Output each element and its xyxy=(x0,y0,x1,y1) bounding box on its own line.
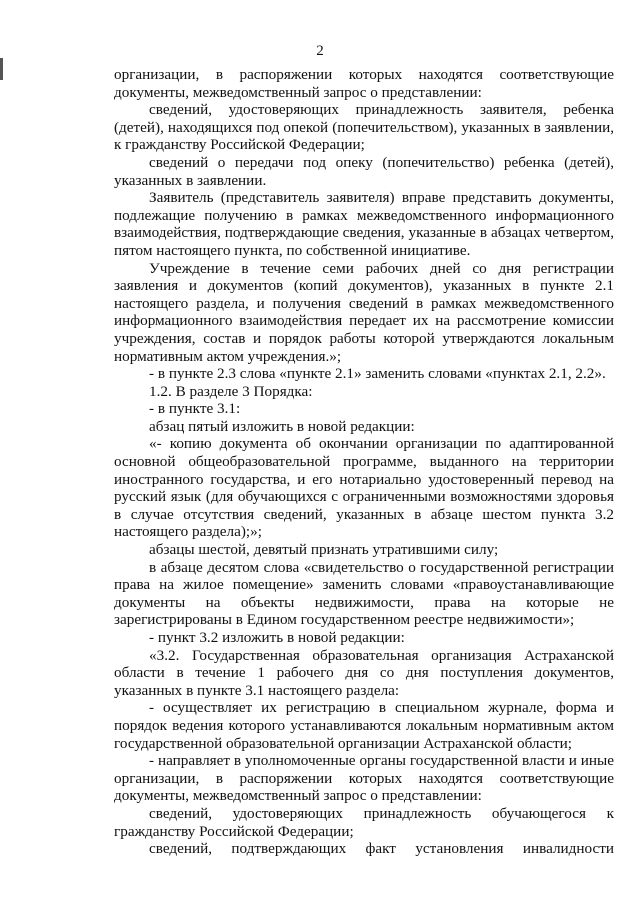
paragraph: организации, в распоряжении которых находятся соответствующие документы, межведомственный запрос о представлении: xyxy=(114,66,614,101)
paragraph: «- копию документа об окончании организации по адаптированной основной общеобразовательной программе, выданного на территории иностранного государства, и его нотариально удостоверенный перевод на русский язык (для обучающихся с ограниченными возможностями здоровья в случае отсутствия сведений, указанных в абзаце шестом пункта 3.2 настоящего раздела);»; xyxy=(114,435,614,541)
paragraph: абзацы шестой, девятый признать утратившими силу; xyxy=(149,541,499,559)
paragraph: Заявитель (представитель заявителя) вправе представить документы, подлежащие получению в рамках межведомственного информационного взаимодействия, подтверждающие сведения, указанные в абзацах четвертом, пятом настоящего пункта, по собственной инициативе. xyxy=(114,189,614,259)
paragraph: - пункт 3.2 изложить в новой редакции: xyxy=(149,629,405,646)
paragraph: - направляет в уполномоченные органы государственной власти и иные организации, в распоряжении которых находятся соответствующие документы, межведомственный запрос о представлении: xyxy=(114,752,614,805)
paragraph: - осуществляет их регистрацию в специальном журнале, форма и порядок ведения которого устанавливаются локальным нормативным актом государственной образовательной организации Астраханской области; xyxy=(114,699,614,752)
page-number: 2 xyxy=(316,43,324,59)
paragraph: - в пункте 3.1: xyxy=(149,400,241,418)
paragraph: сведений, удостоверяющих принадлежность обучающегося к гражданству Российской Федерации; xyxy=(114,804,614,840)
paragraph: в абзаце десятом слова «свидетельство о государственной регистрации права на жилое помещение» заменить словами «правоустанавливающие документы на объекты недвижимости, права на которые не зарегистрированы в Едином государственном реестре недвижимости»; xyxy=(114,558,614,629)
paragraph: - в пункте 2.3 слова «пункте 2.1» заменить словами «пунктах 2.1, 2.2». xyxy=(149,365,606,383)
paragraph: сведений, удостоверяющих принадлежность заявителя, ребенка (детей), находящихся под опекой (попечительством), указанных в заявлении, к гражданству Российской Федерации; xyxy=(114,101,614,154)
paragraph: сведений о передачи под опеку (попечительство) ребенка (детей), указанных в заявлении. xyxy=(114,153,614,189)
paragraph: Учреждение в течение семи рабочих дней со дня регистрации заявления и документов (копий документов), указанных в пункте 2.1 настоящего раздела, и получения сведений в рамках межведомственного информационного взаимодействия передает их на рассмотрение комиссии учреждения, состав и порядок работы которой утверждаются локальным нормативным актом учреждения.»; xyxy=(114,259,614,365)
document-body xyxy=(114,66,614,858)
paragraph: «3.2. Государственная образовательная организация Астраханской области в течение 1 рабочего дня со дня поступления документов, указанных в пункте 3.1 настоящего раздела: xyxy=(114,646,614,699)
scan-edge-mark xyxy=(0,58,3,80)
paragraph: 1.2. В разделе 3 Порядка: xyxy=(149,382,313,400)
paragraph: абзац пятый изложить в новой редакции: xyxy=(149,417,415,435)
paragraph: сведений, подтверждающих факт установления инвалидности xyxy=(149,840,614,858)
